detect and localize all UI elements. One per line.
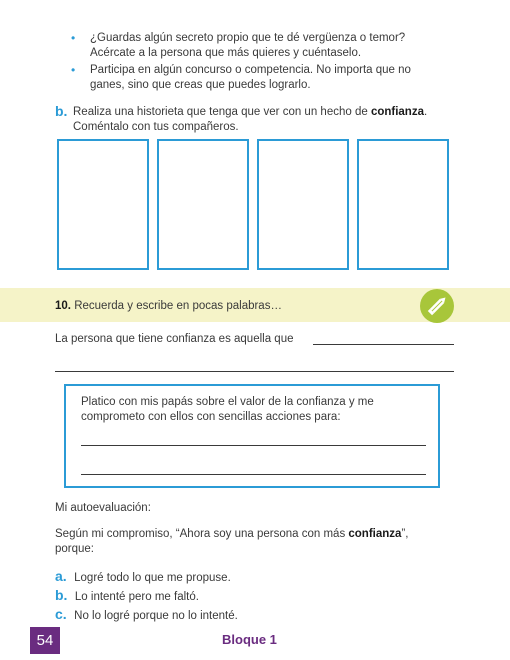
option-b-letter: b.	[55, 587, 68, 603]
bullet-icon: •	[71, 63, 76, 77]
block-label: Bloque 1	[222, 632, 277, 647]
bullet-icon: •	[71, 31, 76, 45]
option-b[interactable]	[55, 587, 199, 605]
page-number: 54	[30, 627, 60, 654]
section-b-text: Realiza una historieta que tenga que ver con un hecho de	[73, 106, 371, 118]
self-eval-title: Mi autoevaluación:	[55, 502, 151, 514]
bullet-2-line-1: Participa en algún concurso o competencia. No importa que no	[90, 64, 411, 76]
sentence-answer-line[interactable]	[313, 344, 454, 345]
pencil-icon	[420, 289, 454, 323]
commitment-line-2: comprometo con ellos con sencillas acciones para:	[81, 411, 341, 423]
section-b-keyword: confianza	[370, 106, 424, 118]
option-b-text: Lo intenté pero me faltó.	[74, 591, 199, 603]
commitment-text	[81, 395, 431, 425]
commitment-line-1: Platico con mis papás sobre el valor de la confianza y me	[81, 396, 374, 408]
bullet-1-line-1: ¿Guardas algún secreto propio que te dé vergüenza o temor?	[90, 32, 406, 44]
commitment-answer-line-1[interactable]	[81, 445, 426, 446]
section-b-letter: b.	[55, 103, 68, 119]
option-a-letter: a.	[55, 568, 67, 584]
sentence-prompt: La persona que tiene confianza es aquella que	[55, 333, 294, 345]
self-eval-intro-text: Según mi compromiso, “Ahora soy una persona con más	[55, 528, 349, 540]
option-a-text: Logré todo lo que me propuse.	[74, 572, 231, 584]
self-eval-intro-end: ”,	[401, 528, 409, 540]
self-eval-intro-line-2: porque:	[55, 543, 95, 555]
comic-panel-1[interactable]	[57, 139, 149, 270]
bullet-2-line-2: ganes, sino que creas que puedes lograrlo.	[90, 79, 311, 91]
section-b-text-end: .	[423, 106, 428, 118]
activity-10-text: Recuerda y escribe en pocas palabras…	[74, 300, 282, 312]
option-c-text: No lo logré porque no lo intenté.	[74, 610, 238, 622]
option-a[interactable]	[55, 568, 231, 586]
activity-10-number: 10.	[55, 300, 71, 312]
comic-panel-3[interactable]	[257, 139, 349, 270]
option-c-letter: c.	[55, 606, 67, 622]
bullet-1-line-2: Acércate a la persona que más quieres y cuéntaselo.	[90, 47, 362, 59]
activity-10-heading	[55, 299, 282, 314]
option-c[interactable]	[55, 606, 238, 624]
section-b-line-1	[73, 105, 463, 120]
commitment-answer-line-2[interactable]	[81, 474, 426, 475]
section-b-instructions	[73, 105, 463, 135]
section-b-line-2: Coméntalo con tus compañeros.	[73, 121, 239, 133]
sentence-answer-line-2[interactable]	[55, 371, 454, 372]
self-eval-intro-line-1	[55, 527, 455, 542]
self-eval-keyword: confianza	[348, 528, 402, 540]
comic-panel-2[interactable]	[157, 139, 249, 270]
section-b	[55, 103, 67, 121]
self-eval-intro	[55, 527, 455, 557]
comic-panel-4[interactable]	[357, 139, 449, 270]
